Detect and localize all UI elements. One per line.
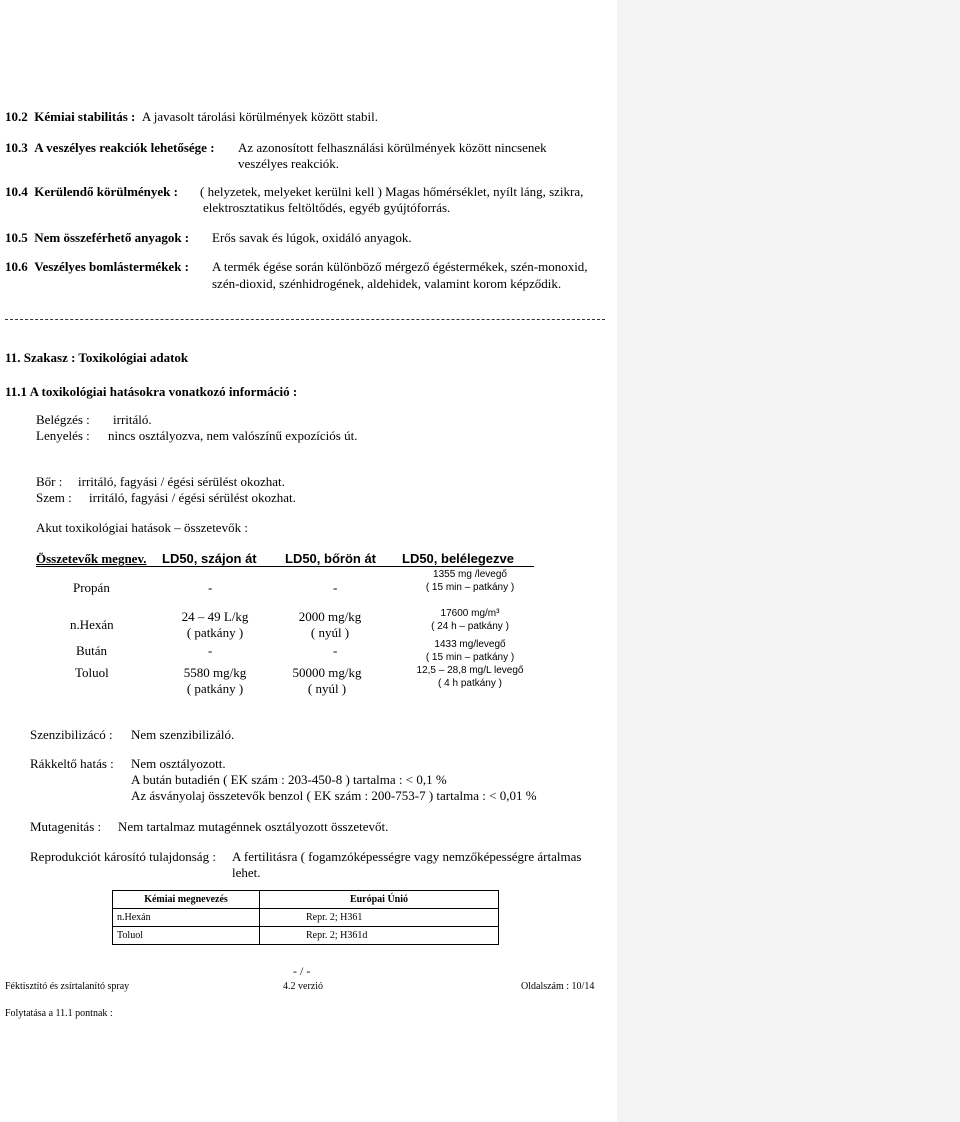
- ingestion-label: Lenyelés :: [36, 428, 90, 443]
- footer-version: 4.2 verzió: [283, 981, 323, 992]
- eu-cell-name: n.Hexán: [113, 909, 260, 927]
- section-10-3-text: Az azonosított felhasználási körülmények között nincsenek: [238, 140, 547, 155]
- sensitization-value: Nem szenzibilizáló.: [131, 727, 235, 742]
- eu-cell-class: Repr. 2; H361d: [260, 927, 499, 945]
- footer-page-number: Oldalszám : 10/14: [521, 981, 595, 992]
- sensitization-label: Szenzibilizácó :: [30, 727, 113, 742]
- section-10-5-text: Erős savak és lúgok, oxidáló anyagok.: [212, 230, 412, 245]
- comment-margin: [617, 0, 960, 1122]
- eye-label: Szem :: [36, 490, 72, 505]
- section-divider: [5, 319, 605, 320]
- skin-label: Bőr :: [36, 474, 63, 489]
- page-mark: - / -: [293, 964, 311, 978]
- table-row-hexane: n.Hexán: [70, 617, 114, 632]
- butane-inhal: 1433 mg/levegő: [434, 639, 506, 650]
- eu-cell-class: Repr. 2; H361: [260, 909, 499, 927]
- section-10-2: 10.2 Kémiai stabilitás : A javasolt tárolási körülmények között stabil.: [5, 109, 378, 124]
- section-10-6-text: A termék égése során különböző mérgező égéstermékek, szén-monoxid,: [212, 259, 588, 274]
- mutagenicity-label: Mutagenitás :: [30, 819, 102, 834]
- footer-continuation: Folytatása a 11.1 pontnak :: [5, 1008, 113, 1019]
- inhalation-value: irritáló.: [113, 412, 152, 427]
- ingestion-value: nincs osztályozva, nem valószínű expozíciós út.: [108, 428, 358, 443]
- table-row-propane: Propán: [73, 580, 110, 595]
- eye-value: irritáló, fagyási / égési sérülést okozhat.: [89, 490, 296, 505]
- section-10-3: 10.3 A veszélyes reakciók lehetősége :: [5, 140, 215, 155]
- butane-oral: -: [208, 643, 213, 658]
- col-header-component: Összetevők megnev.: [36, 551, 147, 566]
- reproductive-label: Reprodukciót károsító tulajdonság :: [30, 849, 216, 864]
- eu-col-header-chemical: Kémiai megnevezés: [113, 891, 260, 909]
- col-header-oral: LD50, szájon át: [162, 551, 257, 566]
- section-11-1-heading: 11.1 A toxikológiai hatásokra vonatkozó információ :: [5, 384, 298, 399]
- col-header-dermal: LD50, bőrön át: [285, 551, 377, 566]
- reproductive-value: A fertilitásra ( fogamzóképességre vagy nemzőképességre ártalmas: [232, 849, 582, 864]
- butane-dermal: -: [333, 643, 338, 658]
- section-10-5: 10.5 Nem összeférhető anyagok :: [5, 230, 190, 245]
- section-10-4-text-2: elektrosztatikus feltöltődés, egyéb gyújtóforrás.: [203, 200, 451, 215]
- section-10-4-text: ( helyzetek, melyeket kerülni kell ) Magas hőmérséklet, nyílt láng, szikra,: [200, 184, 584, 199]
- reproductive-value-2: lehet.: [232, 865, 261, 880]
- toluene-oral-2: ( patkány ): [186, 681, 244, 696]
- table-row: [113, 909, 499, 927]
- toluene-oral: 5580 mg/kg: [183, 665, 247, 680]
- eu-cell-name: Toluol: [113, 927, 260, 945]
- carcinogenicity-butadiene: A bután butadién ( EK szám : 203-450-8 ) tartalma : < 0,1 %: [131, 772, 447, 787]
- toluene-dermal: 50000 mg/kg: [292, 665, 362, 680]
- table-row-butane: Bután: [76, 643, 108, 658]
- hexane-oral: 24 – 49 L/kg: [181, 609, 249, 624]
- table-row: [113, 891, 499, 909]
- hexane-dermal-2: ( nyúl ): [310, 625, 350, 640]
- section-10-6: 10.6 Veszélyes bomlástermékek :: [5, 259, 190, 274]
- propane-inhal: 1355 mg /levegő: [433, 569, 507, 580]
- mutagenicity-value: Nem tartalmaz mutagénnek osztályozott összetevőt.: [118, 819, 389, 834]
- carcinogenicity-benzene: Az ásványolaj összetevők benzol ( EK szám : 200-753-7 ) tartalma : < 0,01 %: [131, 788, 537, 803]
- skin-value: irritáló, fagyási / égési sérülést okozhat.: [78, 474, 285, 489]
- propane-dermal: -: [333, 580, 338, 595]
- toluene-inhal-2: ( 4 h patkány ): [438, 678, 502, 689]
- section-10-3-text-2: veszélyes reakciók.: [238, 156, 340, 171]
- header-underline: [36, 566, 534, 567]
- footer-product: Féktisztító és zsírtalanító spray: [5, 981, 130, 992]
- propane-inhal-2: ( 15 min – patkány ): [425, 582, 515, 593]
- eu-classification-table: [112, 890, 499, 945]
- table-row-toluene: Toluol: [75, 665, 109, 680]
- col-header-inhalation: LD50, belélegezve: [402, 551, 514, 566]
- toluene-dermal-2: ( nyúl ): [307, 681, 347, 696]
- hexane-inhal: 17600 mg/m³: [440, 608, 500, 619]
- section-10-6-text-2: szén-dioxid, szénhidrogének, aldehidek, valamint korom képződik.: [212, 276, 562, 291]
- acute-tox-heading: Akut toxikológiai hatások – összetevők :: [36, 520, 248, 535]
- hexane-inhal-2: ( 24 h – patkány ): [431, 621, 509, 632]
- table-row: [113, 927, 499, 945]
- inhalation-label: Belégzés :: [36, 412, 90, 427]
- eu-col-header-eu: Európai Únió: [260, 891, 499, 909]
- section-11-heading: 11. Szakasz : Toxikológiai adatok: [5, 350, 189, 365]
- carcinogenicity-value: Nem osztályozott.: [131, 756, 226, 771]
- section-10-4: 10.4 Kerülendő körülmények :: [5, 184, 178, 199]
- toluene-inhal: 12,5 – 28,8 mg/L levegő: [416, 665, 524, 676]
- carcinogenicity-label: Rákkeltő hatás :: [30, 756, 114, 771]
- hexane-oral-2: ( patkány ): [186, 625, 244, 640]
- butane-inhal-2: ( 15 min – patkány ): [425, 652, 515, 663]
- propane-oral: -: [208, 580, 213, 595]
- hexane-dermal: 2000 mg/kg: [298, 609, 362, 624]
